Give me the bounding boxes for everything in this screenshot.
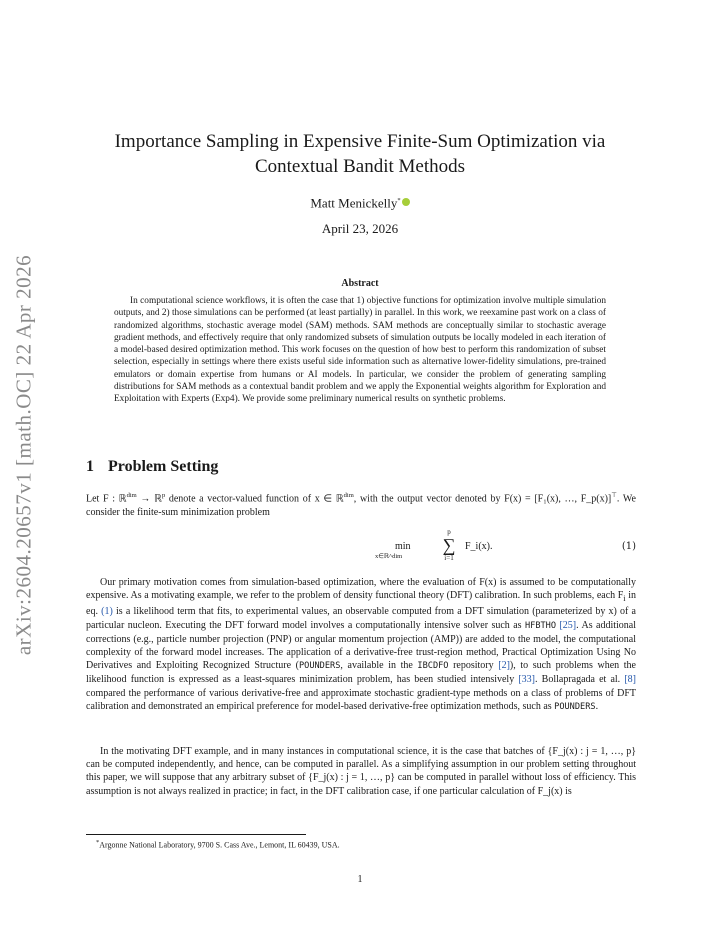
code-pounders: POUNDERS [298,661,341,672]
equation-min-subscript: x∈ℝ^dim [375,553,403,560]
code-hfbtho: HFBTHO [524,620,557,631]
citation-link[interactable]: [25] [559,619,577,631]
footnote-mark: * [96,839,100,846]
author-line [80,193,640,211]
citation-link[interactable]: [8] [624,674,636,686]
footnote-divider [86,834,306,835]
text-run: , available in the [340,660,418,672]
equation-summation [439,528,459,562]
equation-1 [86,528,636,568]
title-line-1: Importance Sampling in Expensive Finite-Sum Optimization via [114,131,606,152]
text-run: is a likelihood term that fits, to experimental values, an observable computed from a DFT simulation (parameterized by x) of a particular nucleon. Executing the DFT forward model involves a computationally intensive solver such as [86,606,636,631]
text-run: in eq. [86,590,636,618]
text-run: . Bollapragada et al. [535,674,625,686]
section-title: Problem Setting [108,458,219,475]
paragraph-motivation [86,576,636,714]
subscript: i [623,594,626,604]
arxiv-identifier-stamp [4,245,44,665]
text-run: denote a vector-valued function of x ∈ ℝ [165,493,344,505]
equation-body [373,528,533,568]
footnote [96,839,340,850]
text-run: . As additional corrections (e.g., particle number projection (PNP) or angular momentum projection (AMP)) are added to the model, the computational complexity of the forward model increases. The application of a derivative-free trust-region method, Practical Optimization Using No Derivatives and Exploiting Recognized Structure ( [86,619,636,672]
summation-sign: ∑ [442,535,456,555]
equation-number: (1) [621,541,636,552]
title-line-2: Contextual Bandit Methods [254,156,466,177]
citation-link[interactable]: [2] [498,660,510,672]
text-run: repository [448,660,499,672]
author-affiliation-mark: * [397,197,401,204]
text-run: ), to such problems when the likelihood function is expressed as a least-squares minimization problem, has been studied intensively [86,660,636,686]
text-run: Our primary motivation comes from simulation-based optimization, where the evaluation of F(x) is assumed to be computationally expensive. As a motivating example, we refer to the problem of density functional theory (DFT) calibration. In such problems, each F [86,577,636,602]
summation-upper-limit: p [447,528,451,536]
code-ibcdfo: IBCDFO [417,661,449,672]
equation-reference-link[interactable]: (1) [101,606,113,618]
author-name: Matt Menickelly [310,195,398,211]
superscript: dim [126,492,137,499]
code-pounders: POUNDERS [554,701,596,712]
section-number: 1 [86,458,94,475]
page-number: 1 [357,874,363,885]
superscript: ⊤ [611,492,617,499]
summation-lower-limit: i=1 [444,554,454,562]
paper-title [80,129,640,179]
superscript: p [161,492,166,499]
abstract-heading: Abstract [341,278,379,289]
arxiv-identifier-text: arXiv:2604.20657v1 [math.OC] 22 Apr 2026 [11,254,36,656]
footnote-text: Argonne National Laboratory, 9700 S. Cass Ave., Lemont, IL 60439, USA. [99,840,340,850]
citation-link[interactable]: [33] [518,674,536,686]
orcid-icon[interactable] [402,198,410,206]
superscript: dim [343,492,354,499]
equation-min-operator: min [395,541,411,552]
text-run: , with the output vector denoted by F(x) = [F₁(x), …, F_p(x)] [353,493,612,505]
abstract-body: In computational science workflows, it is often the case that 1) objective functions for optimization involve multiple simulation outputs, and 2) those simulations can be performed (at least partially) in parallel. In this work, we reexamine past work on a class of randomized algorithms, stochastic average model (SAM) methods. SAM methods are conceptually similar to stochastic average gradient methods, and effectively require that only randomized subsets of simulation outputs be locally modeled in each iteration of a model-based desired optimization method. This work focuses on the question of how best to perform this randomization of subset selection, especially in settings where there exists useful side information such as alternative lower-fidelity simulations, pre-trained emulators or domain expertise from humans or AI models. In particular, we consider the problem of generating sampling distributions for SAM methods as a contextual bandit problem and we apply the Exponential weights algorithm for Exploration and Exploitation with Experts (Exp4). We provide some preliminary numerical results on synthetic problems. [114,296,606,405]
text-run: . We consider the finite-sum minimization problem [86,493,636,518]
text-run: → ℝ [136,493,162,505]
section-heading [86,458,218,476]
paper-date: April 23, 2026 [321,221,399,236]
text-run: compared the performance of various derivative-free and approximate stochastic gradient-type methods on a class of problems of DFT calibration and demonstrated an empirical preference for model-based derivative-free optimization methods, such as [86,687,636,712]
text-run: . [595,700,599,712]
paragraph-parallelism: In the motivating DFT example, and in many instances in computational science, it is the case that batches of {F_j(x) : j = 1, …, p} can be computed independently, and hence, can be computed in parallel. As a simplifying assumption in our problem setting throughout this paper, we will suppose that any arbitrary subset of {F_j(x) : j = 1, …, p} can be computed in parallel without loss of efficiency. This assumption is not always realized in practice; in fact, in the DFT calibration case, if one particular calculation of F_j(x) is [86,746,636,797]
paragraph-intro [86,489,636,519]
equation-term: F_i(x). [465,541,493,552]
text-run: Let F : ℝ [86,493,127,505]
